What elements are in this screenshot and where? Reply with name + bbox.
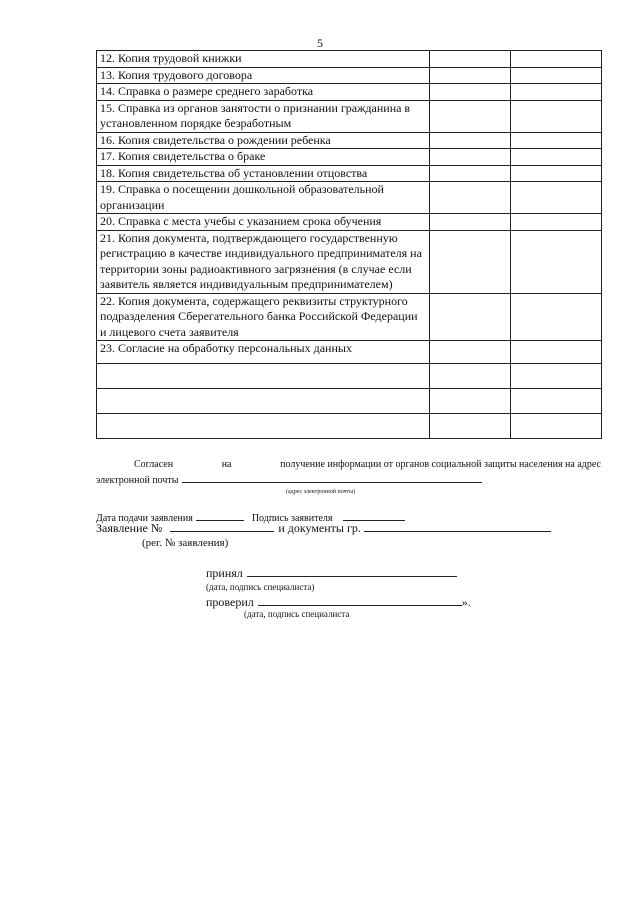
table-row <box>97 67 602 84</box>
checked-label: проверил <box>206 595 254 609</box>
accepted-field[interactable] <box>247 566 457 577</box>
table-cell <box>97 364 430 389</box>
table-cell <box>511 364 602 389</box>
checked-field[interactable] <box>258 595 462 606</box>
table-cell <box>430 132 511 149</box>
document-name: 21. Копия документа, подтверждающего государственную регистрацию в качестве индивидуального предпринимателя на территории зоны радиоактивного загрязнения (в случае если заявитель является индивидуальным предпринимателем) <box>97 230 430 293</box>
statement-number-field[interactable] <box>170 521 274 532</box>
table-cell <box>430 100 511 132</box>
document-name: 17. Копия свидетельства о браке <box>97 149 430 166</box>
table-cell <box>511 149 602 166</box>
table-row <box>97 132 602 149</box>
table-cell <box>511 230 602 293</box>
table-cell <box>511 51 602 68</box>
table-cell <box>430 149 511 166</box>
table-row <box>97 51 602 68</box>
document-name: 12. Копия трудовой книжки <box>97 51 430 68</box>
table-cell <box>511 293 602 341</box>
documents-table <box>96 50 602 439</box>
date-label: Дата подачи заявления <box>96 513 193 524</box>
document-name: 20. Справка с места учебы с указанием срока обучения <box>97 214 430 231</box>
accepted-label: принял <box>206 566 243 580</box>
table-row <box>97 100 602 132</box>
table-cell <box>430 293 511 341</box>
consent-word: на <box>221 459 232 470</box>
table-cell <box>430 165 511 182</box>
document-name: 14. Справка о размере среднего заработка <box>97 84 430 101</box>
reg-caption: (рег. № заявления) <box>142 537 229 549</box>
consent-text: получение информации от органов социальной защиты населения на адрес <box>280 459 601 470</box>
date-field[interactable] <box>196 510 244 521</box>
document-name: 13. Копия трудового договора <box>97 67 430 84</box>
table-row <box>97 214 602 231</box>
document-name: 22. Копия документа, содержащего реквизиты структурного подразделения Сберегательного банка Российской Федерации и лицевого счета заявителя <box>97 293 430 341</box>
table-cell <box>430 182 511 214</box>
checked-row <box>206 595 471 610</box>
table-cell <box>97 389 430 414</box>
table-cell <box>430 230 511 293</box>
empty-row <box>97 389 602 414</box>
citizen-name-field[interactable] <box>364 521 551 532</box>
consent-word: Согласен <box>134 459 174 470</box>
documents-label: и документы гр. <box>278 521 361 535</box>
table-cell <box>430 51 511 68</box>
table-cell <box>511 182 602 214</box>
checked-end: ». <box>461 595 471 609</box>
table-row <box>97 293 602 341</box>
table-cell <box>511 341 602 364</box>
document-name: 18. Копия свидетельства об установлении отцовства <box>97 165 430 182</box>
table-row <box>97 149 602 166</box>
email-field[interactable] <box>182 472 482 483</box>
email-caption: (адрес электронной почты) <box>286 489 356 495</box>
table-cell <box>430 84 511 101</box>
table-cell <box>430 389 511 414</box>
signature-field[interactable] <box>343 510 405 521</box>
table-cell <box>511 165 602 182</box>
signature-label: Подпись заявителя <box>251 513 333 524</box>
table-cell <box>511 84 602 101</box>
table-cell <box>430 214 511 231</box>
checked-caption: (дата, подпись специалиста <box>244 609 350 619</box>
accepted-row <box>206 566 457 581</box>
table-cell <box>511 214 602 231</box>
document-name: 19. Справка о посещении дошкольной образовательной организации <box>97 182 430 214</box>
document-name: 23. Согласие на обработку персональных данных <box>97 341 430 364</box>
table-cell <box>430 414 511 439</box>
table-cell <box>430 364 511 389</box>
table-cell <box>430 341 511 364</box>
document-name: 16. Копия свидетельства о рождении ребенка <box>97 132 430 149</box>
table-row <box>97 230 602 293</box>
consent-block <box>96 458 601 488</box>
empty-row <box>97 414 602 439</box>
document-name: 15. Справка из органов занятости о признании гражданина в установленном порядке безработным <box>97 100 430 132</box>
table-cell <box>511 67 602 84</box>
table-cell <box>511 414 602 439</box>
statement-label: Заявление № <box>96 521 163 535</box>
table-cell <box>97 414 430 439</box>
accepted-caption: (дата, подпись специалиста) <box>206 582 315 592</box>
email-label: электронной почты <box>96 475 179 486</box>
table-cell <box>430 67 511 84</box>
statement-row <box>96 521 551 536</box>
table-cell <box>511 389 602 414</box>
empty-row <box>97 364 602 389</box>
consent-line <box>96 458 601 472</box>
email-line <box>96 472 601 488</box>
table-row <box>97 84 602 101</box>
table-cell <box>511 100 602 132</box>
table-cell <box>511 132 602 149</box>
table-row <box>97 165 602 182</box>
page-number: 5 <box>317 36 323 50</box>
table-row <box>97 182 602 214</box>
table-row <box>97 341 602 364</box>
